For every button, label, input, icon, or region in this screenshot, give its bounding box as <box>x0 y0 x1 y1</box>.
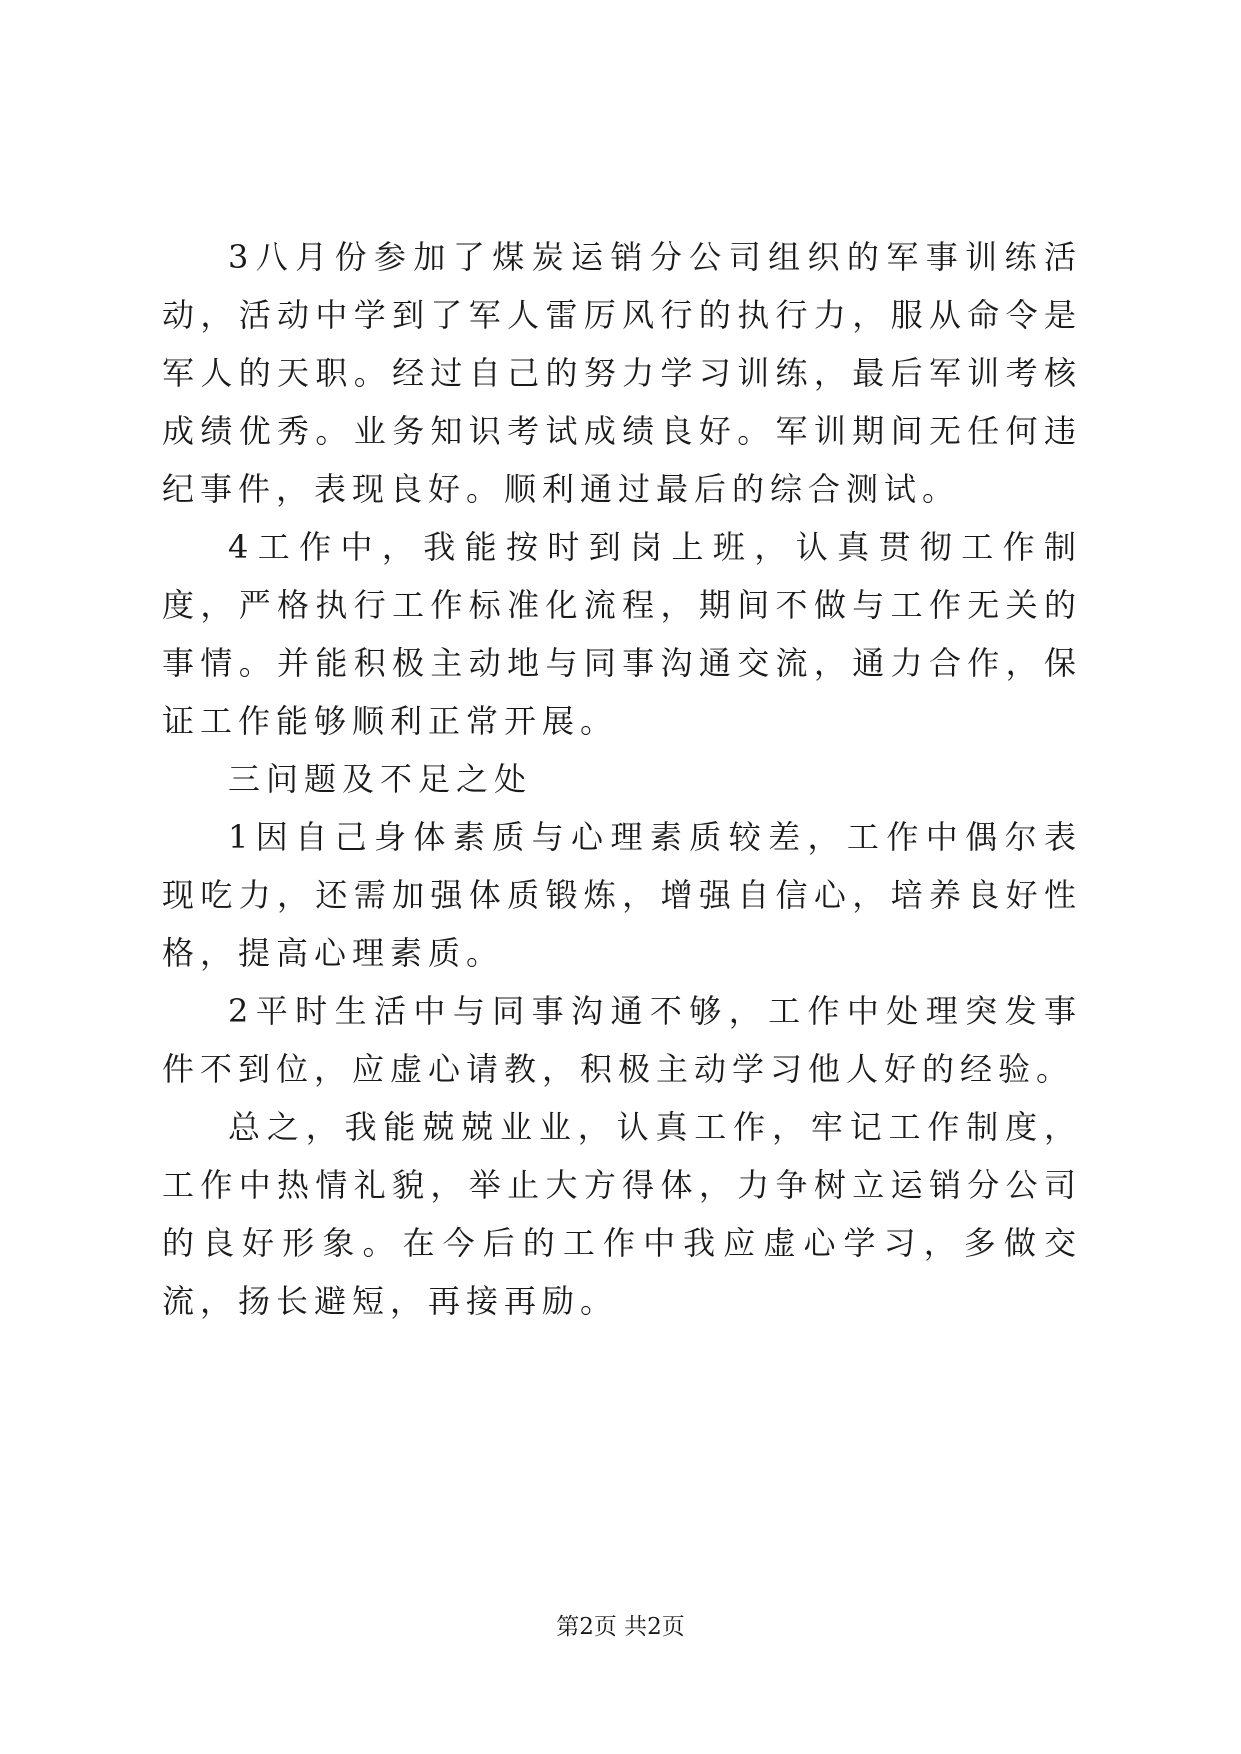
section-heading-problems: 三问题及不足之处 <box>228 760 533 798</box>
document-body <box>162 228 1082 1330</box>
page-number-footer: 第2页 共2页 <box>556 1614 685 1640</box>
paragraph-conclusion: 总之，我能兢兢业业，认真工作，牢记工作制度，工作中热情礼貌，举止大方得体，力争树立运销分公司的良好形象。在今后的工作中我应虚心学习，多做交流，扬长避短，再接再励。 <box>162 1108 1082 1320</box>
paragraph-problem-1: 1因自己身体素质与心理素质较差，工作中偶尔表现吃力，还需加强体质锻炼，增强自信心，培养良好性格，提高心理素质。 <box>162 818 1082 972</box>
paragraph-military-training: 3八月份参加了煤炭运销分公司组织的军事训练活动，活动中学到了军人雷厉风行的执行力，服从命令是军人的天职。经过自己的努力学习训练，最后军训考核成绩优秀。业务知识考试成绩良好。军训期间无任何违纪事件，表现良好。顺利通过最后的综合测试。 <box>162 238 1082 508</box>
paragraph-work-attendance: 4工作中，我能按时到岗上班，认真贯彻工作制度，严格执行工作标准化流程，期间不做与工作无关的事情。并能积极主动地与同事沟通交流，通力合作，保证工作能够顺利正常开展。 <box>162 528 1082 740</box>
paragraph-problem-2: 2平时生活中与同事沟通不够，工作中处理突发事件不到位，应虚心请教，积极主动学习他人好的经验。 <box>162 992 1082 1088</box>
